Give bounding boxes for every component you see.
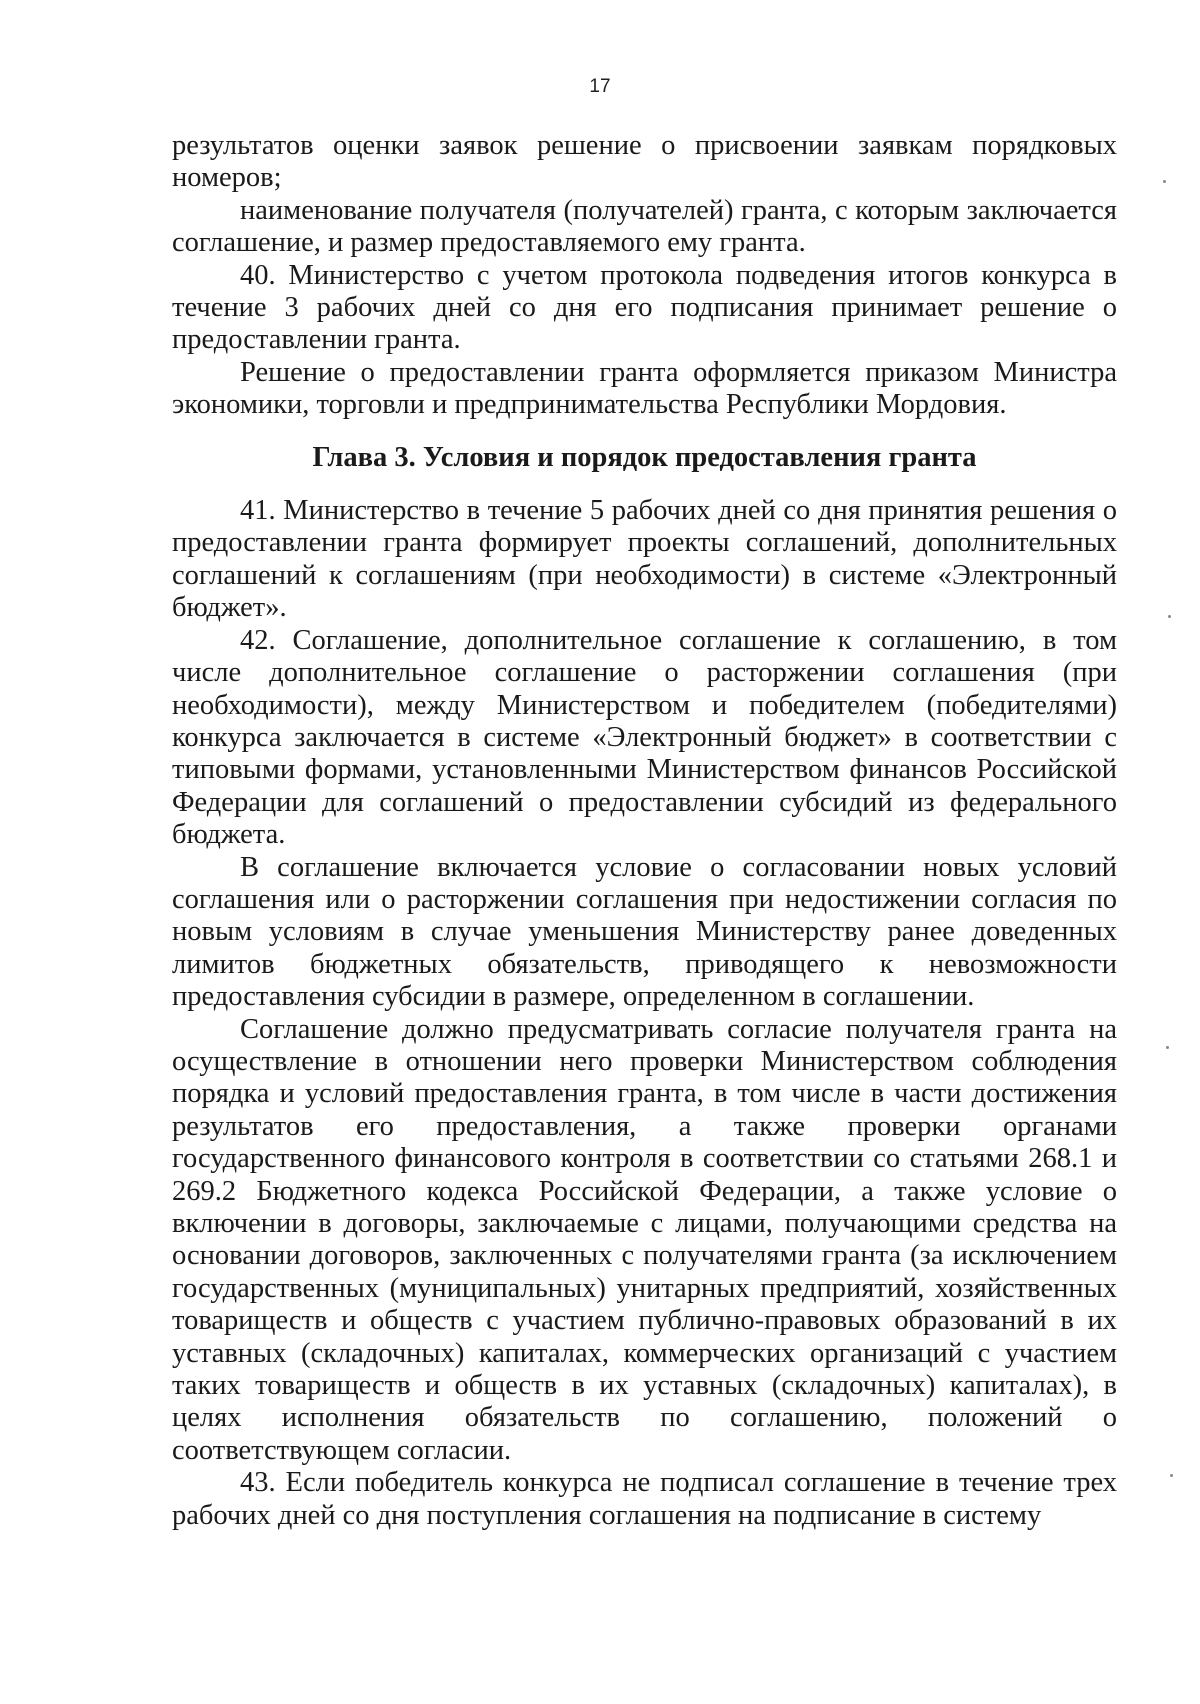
paragraph-recipient-name: наименование получателя (получателей) гранта, с которым заключается соглашение, и размер предоставляемого ему гранта. <box>172 194 1117 259</box>
chapter-heading: Глава 3. Условия и порядок предоставления гранта <box>312 441 977 473</box>
paragraph-continuation: результатов оценки заявок решение о присвоении заявкам порядковых номеров; <box>172 130 1117 194</box>
paragraph-clause-42: 42. Соглашение, дополнительное соглашение к соглашению, в том числе дополнительное соглашение о расторжении соглашения (при необходимости), между Министерством и победителем (победителями) конкурса заключается в системе «Электронный бюджет» в соответствии с типовыми формами, установленными Министерством финансов Российской Федерации для соглашений о предоставлении субсидий из федерального бюджета. <box>172 624 1117 851</box>
document-body <box>172 130 1117 1532</box>
paragraph-clause-41: 41. Министерство в течение 5 рабочих дней со дня принятия решения о предоставлении гранта формирует проекты соглашений, дополнительных соглашений к соглашениям (при необходимости) в системе «Электронный бюджет». <box>172 495 1117 624</box>
paragraph-clause-40: 40. Министерство с учетом протокола подведения итогов конкурса в течение 3 рабочих дней со дня его подписания принимает решение о предоставлении гранта. <box>172 259 1117 356</box>
paragraph-decision: Решение о предоставлении гранта оформляется приказом Министра экономики, торговли и предпринимательства Республики Мордовия. <box>172 356 1117 421</box>
scan-speck <box>1166 1046 1169 1049</box>
page-number: 17 <box>589 76 611 97</box>
scan-speck <box>1170 1474 1173 1477</box>
scan-speck <box>1163 180 1166 183</box>
paragraph-agreement-condition: В соглашение включается условие о согласовании новых условий соглашения или о расторжении соглашения при недостижении согласия по новым условиям в случае уменьшения Министерству ранее доведенных лимитов бюджетных обязательств, приводящего к невозможности предоставления субсидии в размере, определенном в соглашении. <box>172 851 1117 1013</box>
paragraph-agreement-consent: Соглашение должно предусматривать согласие получателя гранта на осуществление в отношении него проверки Министерством соблюдения порядка и условий предоставления гранта, в том числе в части достижения результатов его предоставления, а также проверки органами государственного финансового контроля в соответствии со статьями 268.1 и 269.2 Бюджетного кодекса Российской Федерации, а также условие о включении в договоры, заключаемые с лицами, получающими средства на основании договоров, заключенных с получателями гранта (за исключением государственных (муниципальных) унитарных предприятий, хозяйственных товариществ и обществ с участием публично-правовых образований в их уставных (складочных) капиталах, коммерческих организаций с участием таких товариществ и обществ в их уставных (складочных) капиталах), в целях исполнения обязательств по соглашению, положений о соответствующем согласии. <box>172 1013 1117 1466</box>
paragraph-clause-43: 43. Если победитель конкурса не подписал соглашение в течение трех рабочих дней со дня поступления соглашения на подписание в систему <box>172 1467 1117 1531</box>
scan-speck <box>1168 615 1171 618</box>
